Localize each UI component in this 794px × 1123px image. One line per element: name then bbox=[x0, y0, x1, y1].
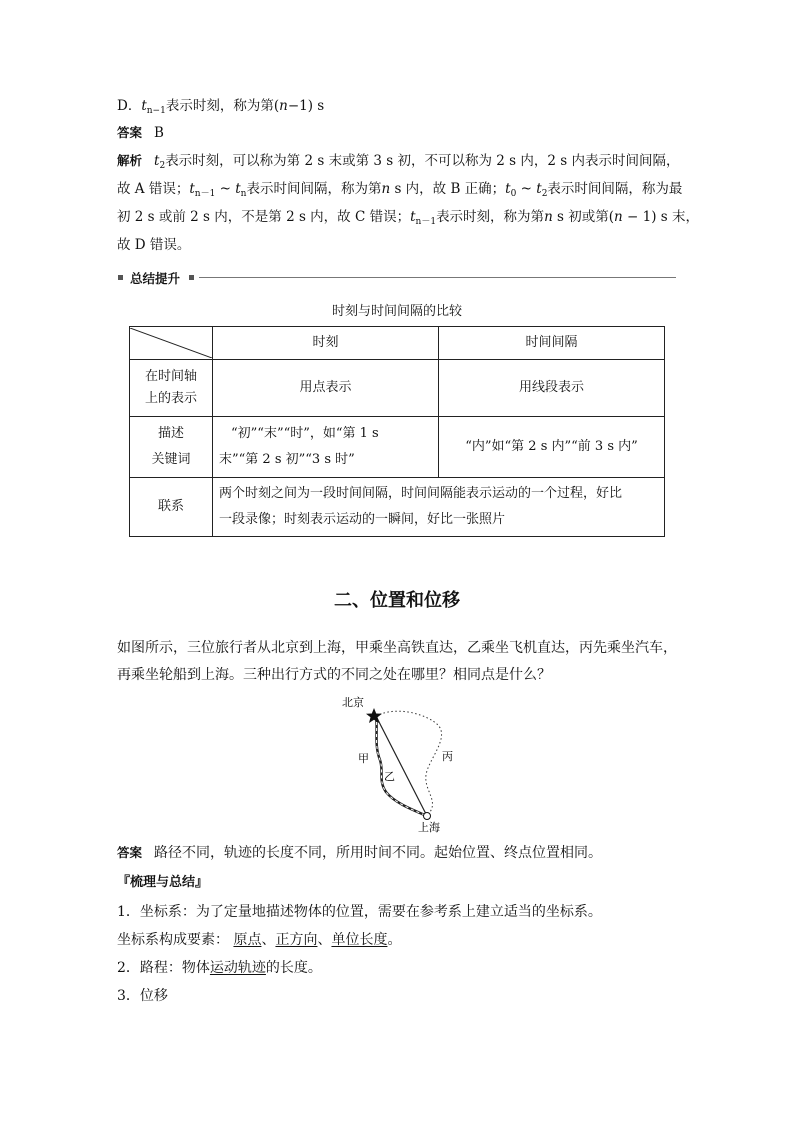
comparison-table bbox=[129, 326, 665, 537]
symbol-t: t bbox=[189, 181, 195, 197]
table-row bbox=[130, 360, 665, 417]
table-row bbox=[130, 417, 665, 478]
interval-cell: 用线段表示 bbox=[439, 360, 665, 417]
point-1-elements bbox=[117, 930, 401, 950]
symbol-t: t bbox=[235, 181, 241, 197]
interval-cell: “内”如“第 2 s 内”“前 3 s 内” bbox=[439, 417, 665, 478]
route-bing bbox=[376, 711, 442, 816]
analysis-text: s 内，故 B 正确； bbox=[390, 181, 506, 197]
option-d bbox=[117, 96, 324, 121]
label-yi: 乙 bbox=[384, 770, 395, 783]
tilde: ~ bbox=[516, 181, 537, 197]
subscript: 0 bbox=[510, 189, 517, 199]
relation-cell bbox=[213, 478, 665, 537]
label-shanghai: 上海 bbox=[418, 821, 440, 834]
label-beijing: 北京 bbox=[342, 696, 364, 709]
subscript: n－1 bbox=[194, 189, 216, 199]
review-heading: 『梳理与总结』 bbox=[117, 875, 209, 890]
header-interval: 时间间隔 bbox=[439, 327, 665, 360]
answer-value: B bbox=[154, 125, 164, 141]
analysis-text: 初 2 s 或前 2 s 内，不是第 2 s 内，故 C 错误； bbox=[117, 209, 411, 225]
subscript: n−1 bbox=[146, 106, 166, 116]
analysis-line-1 bbox=[117, 151, 679, 176]
route-yi bbox=[376, 716, 427, 816]
elements-prefix: 坐标系构成要素： bbox=[117, 932, 229, 948]
cell-line: 末”“第 2 s 初”“3 s 时” bbox=[219, 452, 355, 467]
cell-line: “初”“末”“时”，如“第 1 s bbox=[231, 426, 379, 441]
question-line-2: 再乘坐轮船到上海。三种出行方式的不同之处在哪里？相同点是什么？ bbox=[117, 667, 551, 683]
square-bullet-icon bbox=[189, 275, 194, 280]
star-icon bbox=[366, 708, 382, 723]
header-moment: 时刻 bbox=[213, 327, 439, 360]
route-map-figure bbox=[338, 690, 468, 835]
analysis-text: 表示时间间隔，称为最 bbox=[547, 181, 683, 197]
point-2 bbox=[117, 958, 322, 978]
analysis-line-4 bbox=[117, 235, 190, 255]
element-origin: 原点 bbox=[233, 932, 262, 948]
symbol-t: t bbox=[154, 153, 160, 169]
section-title: 二、位置和位移 bbox=[334, 590, 460, 611]
corner-cell bbox=[130, 327, 213, 360]
tilde: ~ bbox=[215, 181, 236, 197]
element-direction: 正方向 bbox=[275, 932, 318, 948]
analysis-text: − 1) s 末， bbox=[622, 209, 700, 225]
option-d-text: 表示时刻，称为第( bbox=[165, 98, 280, 114]
symbol-t: t bbox=[141, 98, 147, 114]
analysis-text: s 初或第( bbox=[552, 209, 615, 225]
symbol-n: n bbox=[381, 181, 391, 197]
circle-marker-icon bbox=[424, 813, 431, 820]
row-label: 联系 bbox=[130, 478, 213, 537]
subscript: 2 bbox=[159, 161, 166, 171]
table-header-row bbox=[130, 327, 665, 360]
separator: 、 bbox=[317, 932, 332, 948]
divider bbox=[199, 277, 676, 278]
option-d-prefix: D． bbox=[117, 98, 142, 114]
label-bing: 丙 bbox=[442, 750, 453, 763]
row-label-line: 关键词 bbox=[151, 452, 191, 467]
element-unit-length: 单位长度 bbox=[331, 932, 388, 948]
diagonal-line-icon bbox=[130, 328, 212, 358]
answer-text: 路径不同，轨迹的长度不同，所用时间不同。起始位置、终点位置相同。 bbox=[154, 845, 603, 861]
option-d-text-end: −1) s bbox=[287, 98, 325, 114]
analysis-text: 故 D 错误。 bbox=[117, 237, 191, 253]
row-label-line: 在时间轴 bbox=[144, 369, 197, 384]
point-3: 3．位移 bbox=[117, 988, 168, 1004]
symbol-t: t bbox=[410, 209, 416, 225]
analysis-text: 表示时刻，称为第 bbox=[436, 209, 545, 225]
symbol-n: n bbox=[544, 209, 553, 225]
separator: 、 bbox=[261, 932, 276, 948]
question-line-1: 如图所示，三位旅行者从北京到上海，甲乘坐高铁直达，乙乘坐飞机直达，丙先乘坐汽车， bbox=[117, 640, 677, 656]
symbol-n: n bbox=[279, 98, 288, 114]
label-jia: 甲 bbox=[358, 752, 369, 765]
subscript: 2 bbox=[541, 189, 548, 199]
analysis-line-3 bbox=[117, 207, 699, 232]
symbol-t: t bbox=[505, 181, 511, 197]
route-map-svg bbox=[338, 690, 468, 835]
symbol-n: n bbox=[614, 209, 623, 225]
symbol-t: t bbox=[536, 181, 542, 197]
analysis-label: 解析 bbox=[117, 153, 143, 168]
point-1: 1．坐标系：为了定量地描述物体的位置，需要在参考系上建立适当的坐标系。 bbox=[117, 904, 602, 920]
answer-2 bbox=[117, 843, 602, 863]
row-label bbox=[130, 360, 213, 417]
subscript: n－1 bbox=[415, 217, 437, 227]
row-label-line: 上的表示 bbox=[144, 391, 197, 406]
summary-heading: 总结提升 bbox=[130, 271, 181, 286]
summary-heading-bar bbox=[117, 270, 676, 286]
row-label bbox=[130, 417, 213, 478]
analysis-line-2 bbox=[117, 179, 682, 204]
point-2-suffix: 的长度。 bbox=[265, 960, 322, 976]
moment-cell bbox=[213, 417, 439, 478]
cell-line: 一段录像；时刻表示运动的一瞬间，好比一张照片 bbox=[219, 512, 506, 527]
square-bullet-icon bbox=[118, 275, 123, 280]
point-2-underlined: 运动轨迹 bbox=[209, 960, 266, 976]
answer-label: 答案 bbox=[117, 125, 143, 140]
point-2-prefix: 2．路程：物体 bbox=[117, 960, 210, 976]
subscript: n bbox=[240, 189, 247, 199]
answer-1 bbox=[117, 123, 164, 143]
period: 。 bbox=[387, 932, 402, 948]
cell-line: 两个时刻之间为一段时间间隔，时间间隔能表示运动的一个过程，好比 bbox=[219, 486, 623, 501]
table-caption: 时刻与时间间隔的比较 bbox=[331, 304, 462, 319]
table-row bbox=[130, 478, 665, 537]
analysis-text: 故 A 错误； bbox=[117, 181, 190, 197]
analysis-text: 表示时刻，可以称为第 2 s 末或第 3 s 初，不可以称为 2 s 内，2 s 内表示时间间隔， bbox=[165, 153, 680, 169]
row-label-line: 描述 bbox=[157, 426, 184, 441]
moment-cell: 用点表示 bbox=[213, 360, 439, 417]
answer-label: 答案 bbox=[117, 845, 143, 860]
analysis-text: 表示时间间隔，称为第 bbox=[246, 181, 382, 197]
